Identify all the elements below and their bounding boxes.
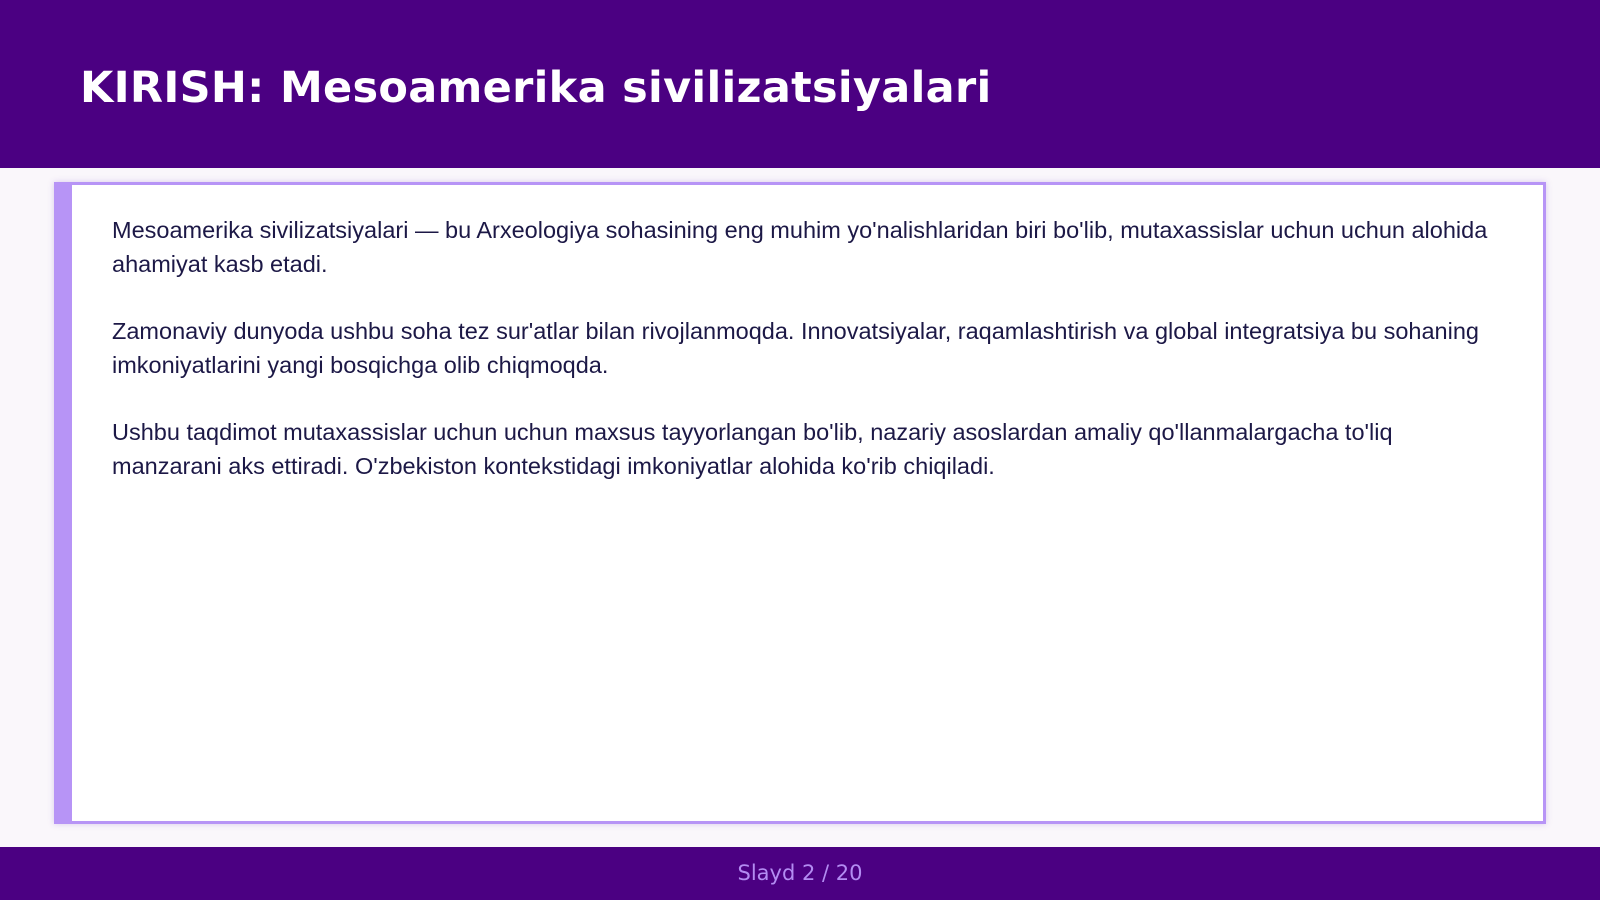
slide-footer bbox=[0, 847, 1600, 900]
slide-counter: Slayd 2 / 20 bbox=[737, 861, 863, 885]
intro-paragraph: Mesoamerika sivilizatsiyalari — bu Arxeologiya sohasining eng muhim yo'nalishlaridan biri bo'lib, mutaxassislar uchun uchun alohida ahamiyat kasb etadi. bbox=[112, 217, 1488, 277]
content-card bbox=[54, 182, 1546, 824]
slide-header bbox=[0, 0, 1600, 168]
slide-title: KIRISH: Mesoamerika sivilizatsiyalari bbox=[80, 63, 992, 113]
modern-world-paragraph: Zamonaviy dunyoda ushbu soha tez sur'atlar bilan rivojlanmoqda. Innovatsiyalar, raqamlashtirish va global integratsiya bu sohaning imkoniyatlarini yangi bosqichga olib chiqmoqda. bbox=[112, 318, 1479, 378]
content-body bbox=[112, 213, 1502, 516]
presentation-purpose-paragraph: Ushbu taqdimot mutaxassislar uchun uchun maxsus tayyorlangan bo'lib, nazariy asoslardan amaliy qo'llanmalargacha to'liq manzarani aks ettiradi. O'zbekiston kontekstidagi imkoniyatlar alohida ko'rib chiqiladi. bbox=[112, 419, 1393, 479]
